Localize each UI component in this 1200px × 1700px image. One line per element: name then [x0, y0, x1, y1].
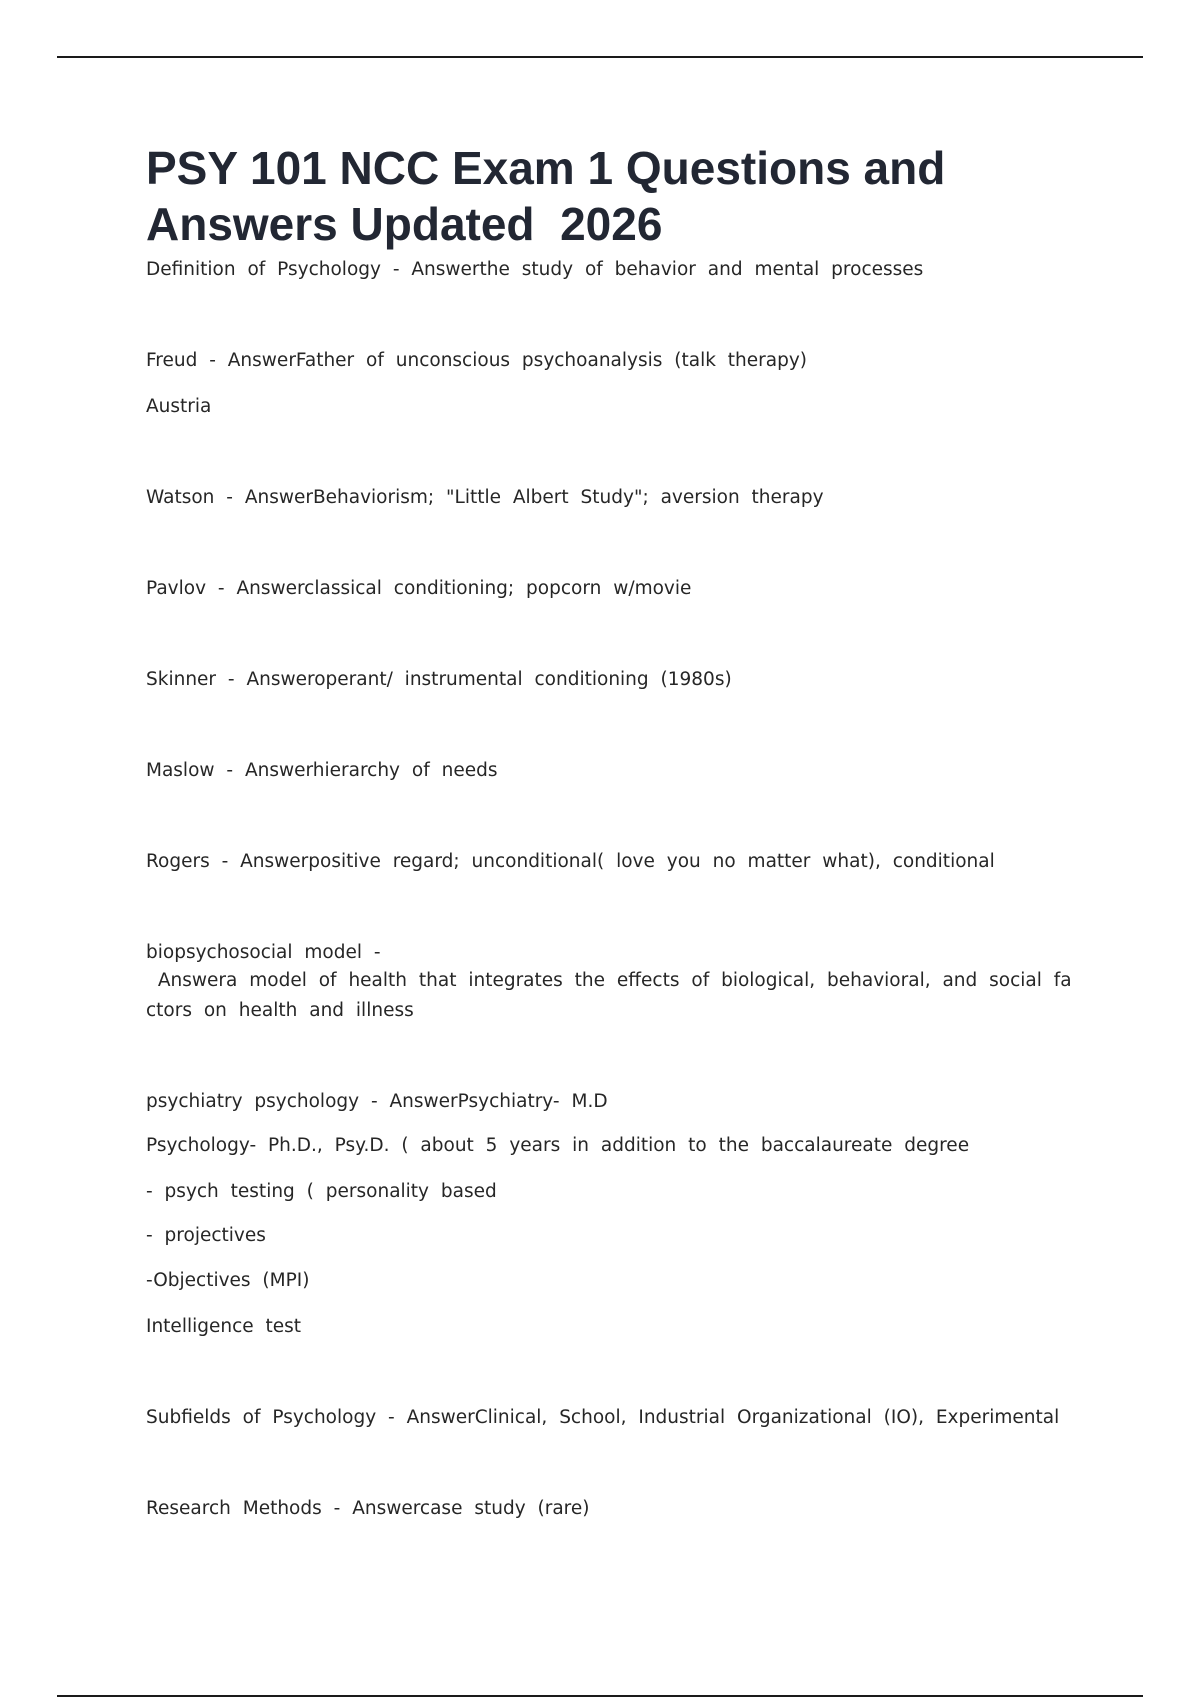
- entry-freud: Freud - AnswerFather of unconscious psychoanalysis (talk therapy): [146, 350, 808, 371]
- entry-subfields: Subfields of Psychology - AnswerClinical, School, Industrial Organizational (IO), Experimental: [146, 1407, 1060, 1428]
- title-line-2: Answers Updated 2026: [146, 198, 663, 250]
- entry-rogers: Rogers - Answerpositive regard; unconditional( love you no matter what), conditional: [146, 851, 995, 872]
- title-block: [146, 140, 1066, 252]
- entry-maslow: Maslow - Answerhierarchy of needs: [146, 760, 498, 781]
- entry-research-methods: Research Methods - Answercase study (rare): [146, 1498, 590, 1519]
- entry-psychology-degree: Psychology- Ph.D., Psy.D. ( about 5 years in addition to the baccalaureate degree: [146, 1135, 970, 1156]
- entry-pavlov: Pavlov - Answerclassical conditioning; popcorn w/movie: [146, 578, 692, 599]
- entry-skinner: Skinner - Answeroperant/ instrumental conditioning (1980s): [146, 669, 732, 690]
- entry-watson: Watson - AnswerBehaviorism; "Little Albert Study"; aversion therapy: [146, 487, 824, 508]
- bottom-rule: [57, 1695, 1143, 1697]
- entry-objectives: -Objectives (MPI): [146, 1270, 310, 1291]
- entry-biopsychosocial-answer-cont: ctors on health and illness: [146, 1000, 414, 1021]
- entry-definition-of-psychology: Definition of Psychology - Answerthe study of behavior and mental processes: [146, 259, 924, 280]
- entry-intelligence-test: Intelligence test: [146, 1316, 302, 1337]
- title-line-1: PSY 101 NCC Exam 1 Questions and: [146, 142, 946, 194]
- document-title: [146, 140, 1066, 252]
- entry-freud-country: Austria: [146, 396, 212, 417]
- top-rule: [57, 56, 1143, 58]
- entry-biopsychosocial-term: biopsychosocial model -: [146, 942, 381, 963]
- entry-psych-testing: - psych testing ( personality based: [146, 1181, 497, 1202]
- entry-biopsychosocial-answer: Answera model of health that integrates the effects of biological, behavioral, and social fa: [146, 970, 1072, 991]
- entry-projectives: - projectives: [146, 1225, 266, 1246]
- entry-psychiatry-psychology: psychiatry psychology - AnswerPsychiatry- M.D: [146, 1091, 608, 1112]
